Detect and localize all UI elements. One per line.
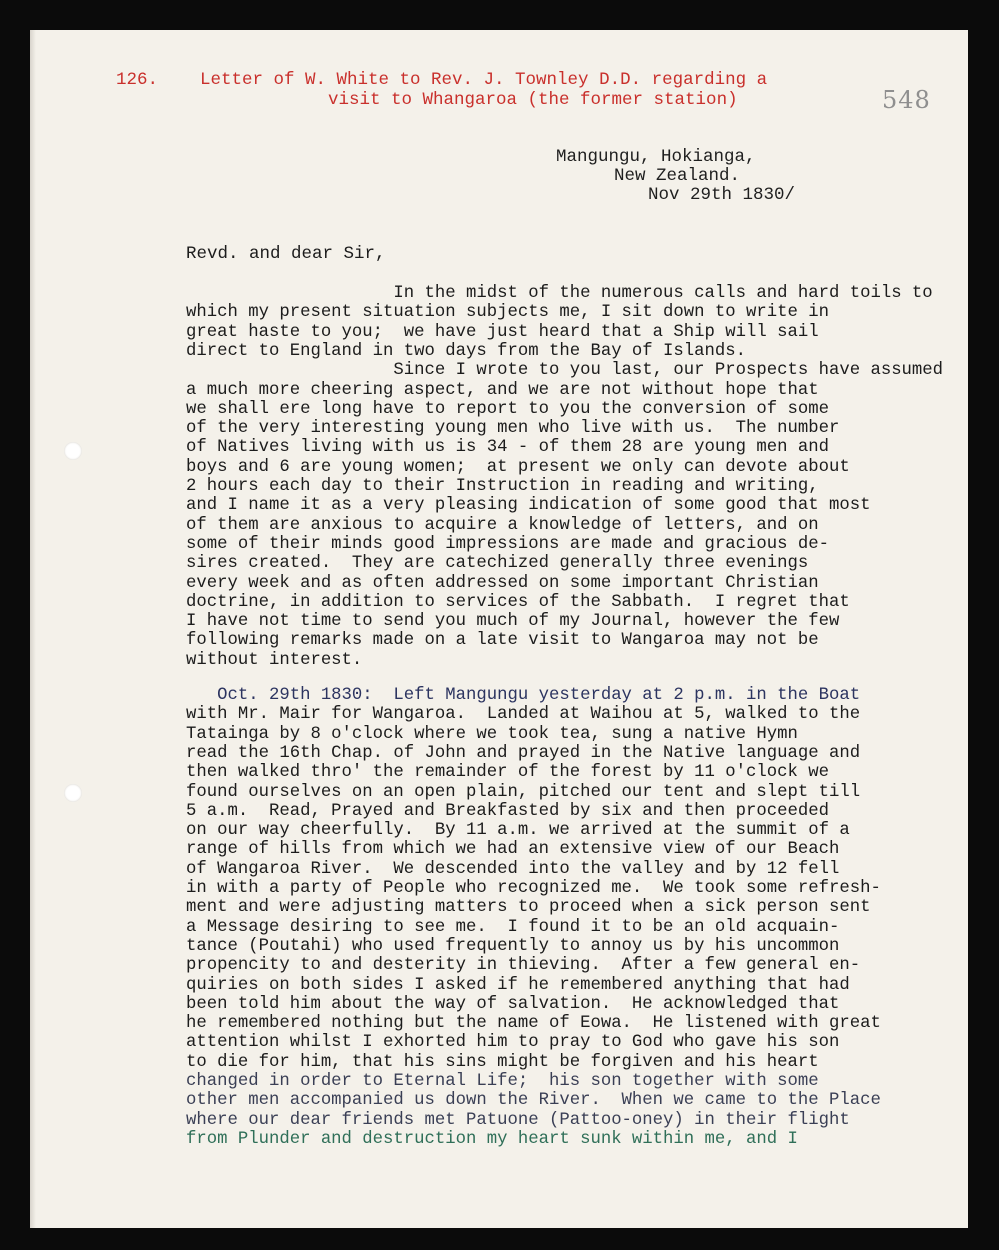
text-line: boys and 6 are young women; at present we only can devote about <box>186 457 850 477</box>
text-line: of the very interesting young men who live with us. The number <box>186 419 840 439</box>
text-line: and I name it as a very pleasing indication of some good that most <box>186 496 871 516</box>
salutation: Revd. and dear Sir, <box>186 244 386 264</box>
letter-title-line-2: visit to Whangaroa (the former station) <box>328 90 738 110</box>
document-page <box>30 30 968 1228</box>
text-line: in with a party of People who recognized me. We took some refresh- <box>186 879 881 898</box>
text-line: where our dear friends met Patuone (Pattoo-oney) in their flight <box>186 1110 850 1130</box>
text-line: every week and as often addressed on some important Christian <box>186 573 819 593</box>
text-line: great haste to you; we have just heard that a Ship will sail <box>186 322 819 342</box>
text-line: without interest. <box>186 650 363 670</box>
punch-hole <box>64 784 82 802</box>
text-line: In the midst of the numerous calls and hard toils to <box>186 284 933 303</box>
letter-title-line-1: Letter of W. White to Rev. J. Townley D.D. regarding a <box>200 70 768 90</box>
letter-date: Nov 29th 1830/ <box>648 185 796 205</box>
text-line: then walked thro' the remainder of the forest by 11 o'clock we <box>186 763 829 783</box>
text-line: tance (Poutahi) who used frequently to annoy us by his uncommon <box>186 936 840 956</box>
text-line: a Message desiring to see me. I found it to be an old acquain- <box>186 917 840 937</box>
text-line: other men accompanied us down the River. When we came to the Place <box>186 1091 881 1111</box>
text-line: some of their minds good impressions are made and gracious de- <box>186 534 829 554</box>
text-line: quiries on both sides I asked if he remembered anything that had <box>186 975 850 995</box>
text-line: of Natives living with us is 34 - of them 28 are young men and <box>186 438 829 458</box>
text-line: been told him about the way of salvation. He acknowledged that <box>186 994 840 1014</box>
text-line: doctrine, in addition to services of the Sabbath. I regret that <box>186 592 850 612</box>
punch-hole <box>64 442 82 460</box>
text-line: which my present situation subjects me, I sit down to write in <box>186 303 829 323</box>
address-line-2: New Zealand. <box>614 166 741 186</box>
text-line: direct to England in two days from the Bay of Islands. <box>186 341 747 361</box>
text-line: to die for him, that his sins might be forgiven and his heart <box>186 1052 819 1072</box>
text-line: from Plunder and destruction my heart sunk within me, and I <box>186 1129 798 1149</box>
letter-number: 126. <box>116 70 159 90</box>
text-line: propencity to and desterity in thieving. After a few general en- <box>186 956 861 976</box>
text-line: 5 a.m. Read, Prayed and Breakfasted by six and then proceeded <box>186 801 829 821</box>
text-line: on our way cheerfully. By 11 a.m. we arrived at the summit of a <box>186 821 850 841</box>
text-line: a much more cheering aspect, and we are not without hope that <box>186 380 819 400</box>
text-line: attention whilst I exhorted him to pray to God who gave his son <box>186 1033 840 1053</box>
text-line: ment and were adjusting matters to proceed when a sick person sent <box>186 898 871 918</box>
text-line: I have not time to send you much of my Journal, however the few <box>186 612 840 632</box>
text-line: sires created. They are catechized generally three evenings <box>186 554 809 574</box>
text-line: with Mr. Mair for Wangaroa. Landed at Waihou at 5, walked to the <box>186 705 861 725</box>
text-line: Oct. 29th 1830: Left Mangungu yesterday at 2 p.m. in the Boat <box>186 686 861 705</box>
text-line: 2 hours each day to their Instruction in reading and writing, <box>186 477 819 496</box>
text-line: following remarks made on a late visit to Wangaroa may not be <box>186 631 819 651</box>
text-line: of Wangaroa River. We descended into the valley and by 12 fell <box>186 859 840 879</box>
address-line-1: Mangungu, Hokianga, <box>556 147 756 167</box>
text-line: Tatainga by 8 o'clock where we took tea, sung a native Hymn <box>186 724 798 744</box>
text-line: changed in order to Eternal Life; his son together with some <box>186 1072 819 1091</box>
text-line: of them are anxious to acquire a knowledge of letters, and on <box>186 515 819 535</box>
text-line: found ourselves on an open plain, pitched our tent and slept till <box>186 782 861 802</box>
text-line: range of hills from which we had an extensive view of our Beach <box>186 840 840 860</box>
text-line: we shall ere long have to report to you the conversion of some <box>186 399 829 419</box>
page-number-stamp: 548 <box>882 86 931 114</box>
text-line: read the 16th Chap. of John and prayed in the Native language and <box>186 743 861 763</box>
text-line: Since I wrote to you last, our Prospects have assumed <box>186 361 944 381</box>
text-line: he remembered nothing but the name of Eowa. He listened with great <box>186 1014 881 1034</box>
